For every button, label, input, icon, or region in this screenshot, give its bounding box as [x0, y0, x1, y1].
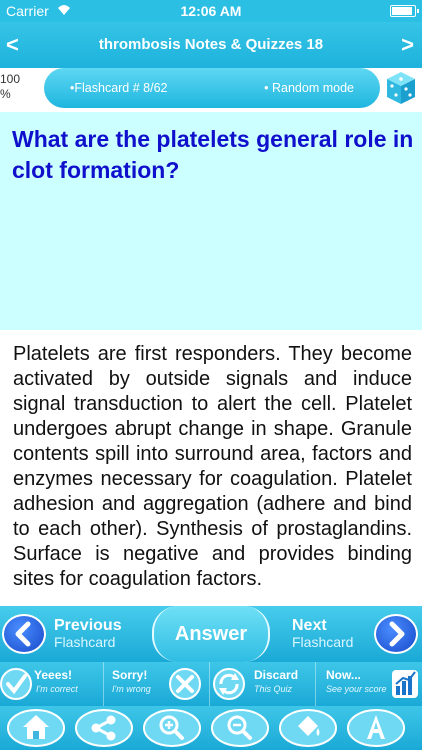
- question-text: What are the platelets general role in clot formation?: [12, 126, 414, 183]
- flashcard-info-pill: [44, 68, 380, 108]
- share-button[interactable]: [74, 708, 134, 748]
- battery-icon: [390, 5, 416, 17]
- previous-label: Previous: [54, 617, 122, 634]
- wrong-button[interactable]: [106, 662, 210, 706]
- discard-label: Discard: [254, 668, 299, 682]
- dice-icon[interactable]: [386, 70, 416, 106]
- status-bar: [0, 0, 422, 22]
- cross-icon: [168, 666, 202, 707]
- home-button[interactable]: [6, 708, 66, 748]
- answer-text: Platelets are first responders. They become activated by outside signals and induce signal transduction to alert the cell. Platelet undergoes abrupt change in shape. Granule contents spill into surround area, factors and enzymes necessary for coagulation. Platelet adhesion and aggregation (adhere and bind to each other). Synthesis of prostaglandins. Surface is negative and provides binding sites for coagulation factors.: [13, 343, 412, 590]
- answer-button[interactable]: Answer: [152, 606, 270, 662]
- wrong-sublabel: I'm wrong: [112, 684, 151, 694]
- carrier-label: Carrier: [6, 3, 49, 19]
- discard-button[interactable]: [212, 662, 316, 706]
- next-flashcard-button[interactable]: [272, 606, 422, 662]
- random-mode-label: • Random mode: [264, 81, 354, 95]
- question-panel: [0, 112, 422, 330]
- paint-button[interactable]: [278, 708, 338, 748]
- page-title: thrombosis Notes & Quizzes 18: [98, 36, 324, 53]
- paint-icon: [278, 708, 338, 748]
- chevron-right-icon: [374, 614, 418, 654]
- answer-options-bar: [0, 662, 422, 706]
- progress-percent: 100 %: [0, 72, 21, 101]
- answer-panel[interactable]: [0, 330, 422, 606]
- previous-flashcard-button[interactable]: [0, 606, 150, 662]
- score-label: Now...: [326, 668, 361, 682]
- previous-sublabel: Flashcard: [54, 634, 116, 650]
- correct-sublabel: I'm correct: [36, 684, 78, 694]
- status-time: 12:06 AM: [180, 3, 242, 19]
- flashcard-number: •Flashcard # 8/62: [70, 81, 168, 95]
- back-button[interactable]: <: [6, 32, 19, 57]
- recycle-icon: [212, 666, 246, 707]
- home-icon: [6, 708, 66, 748]
- zoom-out-icon: [210, 708, 270, 748]
- forward-button[interactable]: >: [401, 32, 414, 57]
- next-sublabel: Flashcard: [292, 634, 354, 650]
- correct-button[interactable]: [0, 662, 104, 706]
- info-bar: [0, 68, 422, 112]
- font-button[interactable]: [346, 708, 406, 748]
- zoom-in-icon: [142, 708, 202, 748]
- chevron-left-icon: [2, 614, 46, 654]
- share-icon: [74, 708, 134, 748]
- score-button[interactable]: [318, 662, 422, 706]
- discard-sublabel: This Quiz: [254, 684, 293, 694]
- bar-chart-icon: [390, 666, 420, 707]
- next-label: Next: [292, 617, 327, 634]
- font-icon: [346, 708, 406, 748]
- toolbar: [0, 706, 422, 750]
- nav-bar: [0, 22, 422, 68]
- check-icon: [0, 666, 32, 707]
- zoom-out-button[interactable]: [210, 708, 270, 748]
- wrong-label: Sorry!: [112, 668, 148, 682]
- score-sublabel: See your score: [326, 684, 387, 694]
- zoom-in-button[interactable]: [142, 708, 202, 748]
- correct-label: Yeees!: [34, 668, 73, 682]
- navigation-bar: [0, 606, 422, 662]
